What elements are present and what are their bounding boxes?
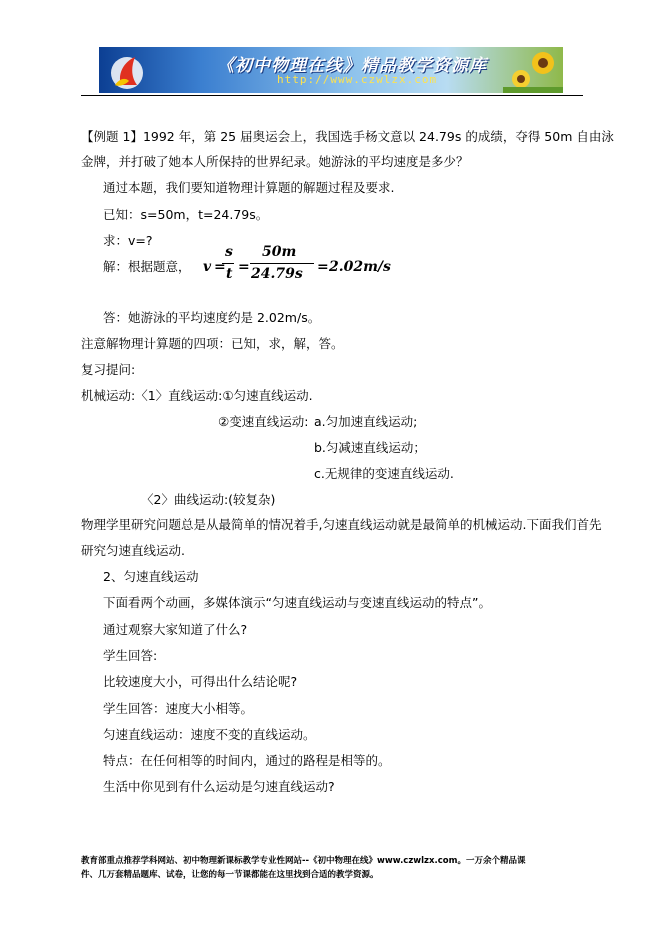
find-line: 求：v=? xyxy=(103,233,153,248)
curve-motion-line: 〈2〉曲线运动:(较复杂) xyxy=(141,492,276,507)
formula-den-value: 24.79s xyxy=(251,266,303,282)
given-line: 已知：s=50m，t=24.79s。 xyxy=(103,207,269,222)
site-logo-icon xyxy=(107,51,149,91)
answer-line: 答：她游泳的平均速度约是 2.02m/s。 xyxy=(103,310,321,325)
formula-bar-1 xyxy=(222,263,234,264)
variable-motion-a: a.匀加速直线运动; xyxy=(314,414,418,429)
mechanical-motion-line: 机械运动:〈1〉直线运动:①匀速直线运动. xyxy=(81,388,313,403)
footer-line-2: 件、几万套精品题库、试卷，让您的每一节课都能在这里找到合适的教学资源。 xyxy=(81,870,379,880)
header-divider xyxy=(81,95,583,96)
formula-num-50m: 50m xyxy=(262,244,297,260)
demo-line: 下面看两个动画，多媒体演示“匀速直线运动与变速直线运动的特点”。 xyxy=(103,595,491,610)
example-line-2: 金牌，并打破了她本人所保持的世界纪录。她游泳的平均速度是多少？ xyxy=(81,154,469,169)
formula-num-s: s xyxy=(225,244,233,260)
variable-motion-c: c.无规律的变速直线运动. xyxy=(314,466,454,481)
page-footer xyxy=(81,854,601,882)
header-banner xyxy=(99,47,563,93)
variable-motion-b: b.匀减速直线运动； xyxy=(314,440,426,455)
site-url[interactable]: http://www.czwlzx.com xyxy=(277,73,438,86)
question-1: 通过观察大家知道了什么? xyxy=(103,622,248,637)
example-line-1 xyxy=(81,127,614,145)
student-answer-2: 学生回答：速度大小相等。 xyxy=(103,701,254,716)
question-2: 比较速度大小，可得出什么结论呢? xyxy=(103,674,298,689)
definition-line: 匀速直线运动：速度不变的直线运动。 xyxy=(103,727,316,742)
formula-lhs: v xyxy=(203,259,212,275)
review-paragraph-1: 物理学里研究问题总是从最简单的情况着手,匀速直线运动就是最简单的机械运动.下面我们首先 xyxy=(81,517,602,532)
example-intro: 通过本题，我们要知道物理计算题的解题过程及要求. xyxy=(103,180,395,195)
formula-result: 2.02m/s xyxy=(329,259,391,275)
footer-line-1: 教育部重点推荐学科网站、初中物理新课标教学专业性网站--《初中物理在线》www.czwlzx.com。一万余个精品课 xyxy=(81,856,526,866)
question-3: 生活中你见到有什么运动是匀速直线运动? xyxy=(103,779,335,794)
formula-bar-2 xyxy=(250,263,314,264)
site-title: 《初中物理在线》精品教学资源库 xyxy=(217,56,487,76)
note-line: 注意解物理计算题的四项：已知，求，解，答。 xyxy=(81,336,344,351)
student-answer-1: 学生回答: xyxy=(103,648,158,663)
variable-motion-label: ②变速直线运动: xyxy=(218,414,309,429)
sunflower-decoration-icon xyxy=(503,47,563,93)
feature-line: 特点：在任何相等的时间内，通过的路程是相等的。 xyxy=(103,753,391,768)
solve-label: 解：根据题意， xyxy=(103,259,191,274)
review-heading: 复习提问: xyxy=(81,362,136,377)
section-2-heading: 2、匀速直线运动 xyxy=(103,569,199,584)
formula-den-t: t xyxy=(226,266,233,282)
example-tag: 【例题 1】 xyxy=(81,129,143,144)
review-paragraph-2: 研究匀速直线运动. xyxy=(81,543,185,558)
example-text-1: 1992 年，第 25 届奥运会上，我国选手杨文意以 24.79s 的成绩，夺得 50m 自由泳 xyxy=(142,129,614,144)
